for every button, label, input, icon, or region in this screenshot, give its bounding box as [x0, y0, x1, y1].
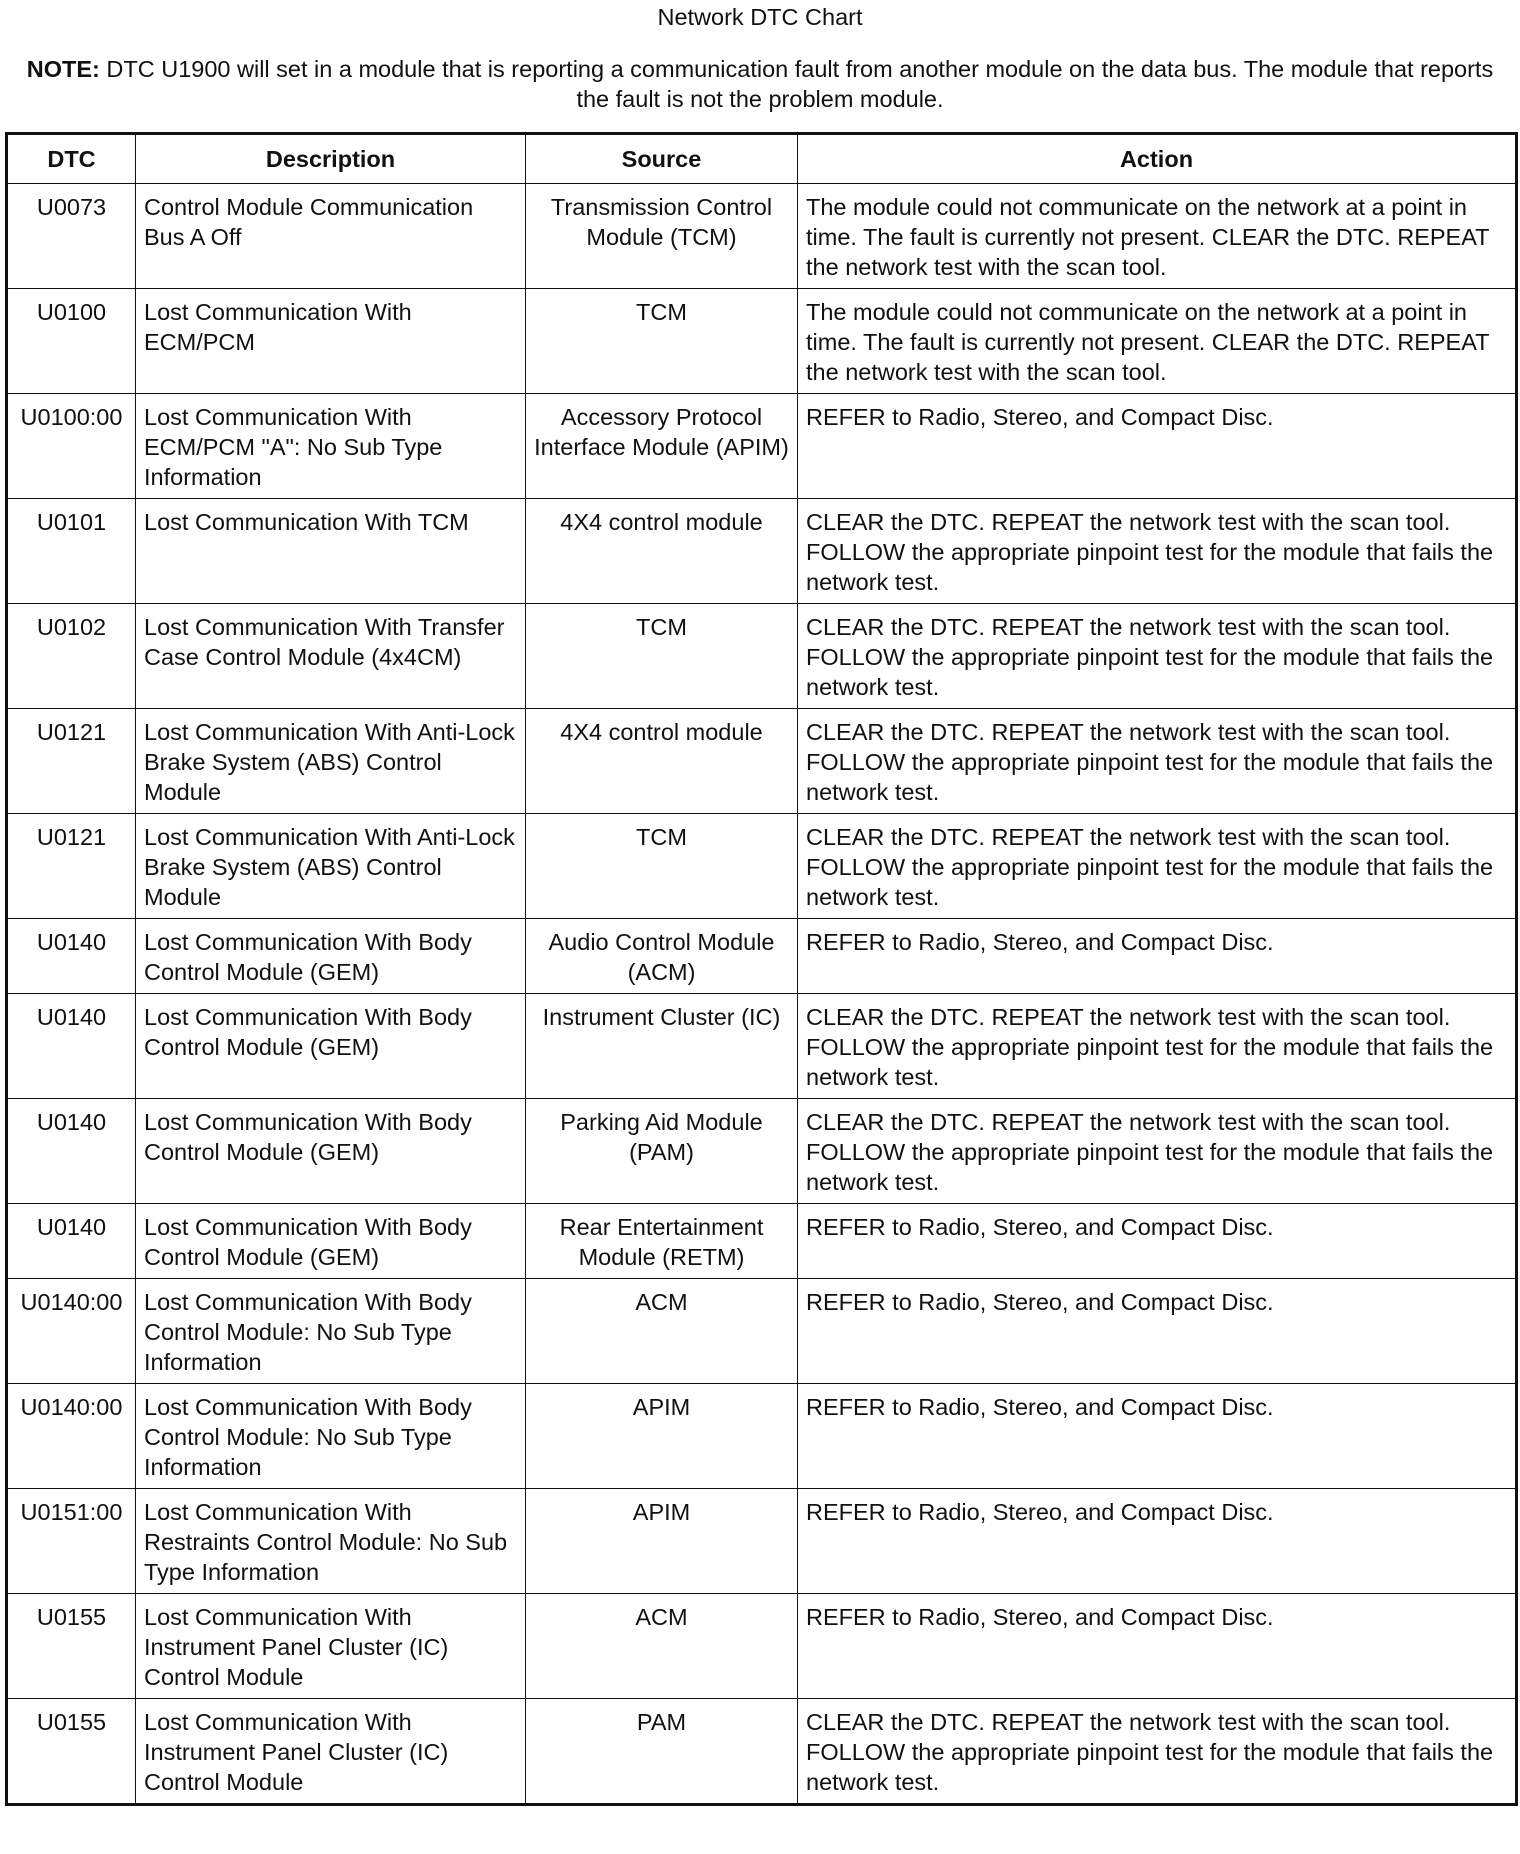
header-action: Action — [798, 134, 1517, 184]
dtc-source: ACM — [526, 1594, 798, 1699]
dtc-code: U0100 — [7, 289, 136, 394]
dtc-description: Lost Communication With Body Control Module (GEM) — [136, 919, 526, 994]
dtc-description: Control Module Communication Bus A Off — [136, 184, 526, 289]
note-label: NOTE: — [26, 56, 100, 82]
dtc-code: U0140 — [7, 1204, 136, 1279]
table-row — [7, 1099, 1517, 1204]
dtc-source: ACM — [526, 1279, 798, 1384]
page-title: Network DTC Chart — [657, 4, 863, 30]
table-row — [7, 604, 1517, 709]
dtc-code: U0151:00 — [7, 1489, 136, 1594]
table-row — [7, 289, 1517, 394]
dtc-action: CLEAR the DTC. REPEAT the network test with the scan tool. FOLLOW the appropriate pinpoint test for the module that fails the network test. — [798, 1099, 1517, 1204]
note-paragraph — [12, 54, 1508, 114]
dtc-action: REFER to Radio, Stereo, and Compact Disc. — [798, 394, 1517, 499]
dtc-source: TCM — [526, 814, 798, 919]
dtc-code: U0073 — [7, 184, 136, 289]
dtc-code: U0155 — [7, 1594, 136, 1699]
table-row — [7, 394, 1517, 499]
dtc-source: TCM — [526, 604, 798, 709]
dtc-action: CLEAR the DTC. REPEAT the network test with the scan tool. FOLLOW the appropriate pinpoint test for the module that fails the network test. — [798, 709, 1517, 814]
dtc-action: REFER to Radio, Stereo, and Compact Disc. — [798, 919, 1517, 994]
table-row — [7, 1594, 1517, 1699]
dtc-table — [5, 132, 1518, 1806]
dtc-action: REFER to Radio, Stereo, and Compact Disc. — [798, 1489, 1517, 1594]
dtc-code: U0140 — [7, 994, 136, 1099]
dtc-description: Lost Communication With Restraints Control Module: No Sub Type Information — [136, 1489, 526, 1594]
dtc-action: CLEAR the DTC. REPEAT the network test with the scan tool. FOLLOW the appropriate pinpoint test for the module that fails the network test. — [798, 499, 1517, 604]
dtc-code: U0121 — [7, 709, 136, 814]
table-row — [7, 1699, 1517, 1805]
dtc-code: U0140:00 — [7, 1279, 136, 1384]
dtc-source: TCM — [526, 289, 798, 394]
table-row — [7, 499, 1517, 604]
dtc-description: Lost Communication With ECM/PCM — [136, 289, 526, 394]
header-description: Description — [136, 134, 526, 184]
dtc-code: U0101 — [7, 499, 136, 604]
table-row — [7, 1204, 1517, 1279]
dtc-source: Parking Aid Module (PAM) — [526, 1099, 798, 1204]
dtc-code: U0100:00 — [7, 394, 136, 499]
dtc-action: CLEAR the DTC. REPEAT the network test with the scan tool. FOLLOW the appropriate pinpoint test for the module that fails the network test. — [798, 604, 1517, 709]
dtc-action: REFER to Radio, Stereo, and Compact Disc. — [798, 1594, 1517, 1699]
dtc-source: Instrument Cluster (IC) — [526, 994, 798, 1099]
dtc-description: Lost Communication With ECM/PCM "A": No Sub Type Information — [136, 394, 526, 499]
dtc-source: APIM — [526, 1489, 798, 1594]
dtc-action: The module could not communicate on the network at a point in time. The fault is currently not present. CLEAR the DTC. REPEAT the network test with the scan tool. — [798, 184, 1517, 289]
dtc-code: U0140 — [7, 1099, 136, 1204]
dtc-code: U0102 — [7, 604, 136, 709]
dtc-description: Lost Communication With Body Control Module: No Sub Type Information — [136, 1279, 526, 1384]
table-row — [7, 919, 1517, 994]
table-row — [7, 1384, 1517, 1489]
table-body — [7, 184, 1517, 1805]
dtc-code: U0155 — [7, 1699, 136, 1805]
table-row — [7, 709, 1517, 814]
dtc-description: Lost Communication With Transfer Case Control Module (4x4CM) — [136, 604, 526, 709]
dtc-description: Lost Communication With Body Control Module (GEM) — [136, 994, 526, 1099]
table-row — [7, 814, 1517, 919]
dtc-description: Lost Communication With Body Control Module (GEM) — [136, 1204, 526, 1279]
table-header-row — [7, 134, 1517, 184]
dtc-code: U0121 — [7, 814, 136, 919]
dtc-description: Lost Communication With Anti-Lock Brake System (ABS) Control Module — [136, 709, 526, 814]
dtc-code: U0140 — [7, 919, 136, 994]
dtc-action: CLEAR the DTC. REPEAT the network test with the scan tool. FOLLOW the appropriate pinpoint test for the module that fails the network test. — [798, 1699, 1517, 1805]
dtc-description: Lost Communication With TCM — [136, 499, 526, 604]
dtc-description: Lost Communication With Anti-Lock Brake System (ABS) Control Module — [136, 814, 526, 919]
table-row — [7, 184, 1517, 289]
dtc-description: Lost Communication With Instrument Panel Cluster (IC) Control Module — [136, 1699, 526, 1805]
dtc-action: The module could not communicate on the network at a point in time. The fault is currently not present. CLEAR the DTC. REPEAT the network test with the scan tool. — [798, 289, 1517, 394]
dtc-source: Audio Control Module (ACM) — [526, 919, 798, 994]
dtc-description: Lost Communication With Instrument Panel Cluster (IC) Control Module — [136, 1594, 526, 1699]
dtc-description: Lost Communication With Body Control Module (GEM) — [136, 1099, 526, 1204]
dtc-source: Accessory Protocol Interface Module (APIM) — [526, 394, 798, 499]
header-source: Source — [526, 134, 798, 184]
dtc-source: PAM — [526, 1699, 798, 1805]
dtc-source: APIM — [526, 1384, 798, 1489]
dtc-action: CLEAR the DTC. REPEAT the network test with the scan tool. FOLLOW the appropriate pinpoint test for the module that fails the network test. — [798, 994, 1517, 1099]
dtc-action: REFER to Radio, Stereo, and Compact Disc. — [798, 1204, 1517, 1279]
note-text: DTC U1900 will set in a module that is reporting a communication fault from another module on the data bus. The module that reports the fault is not the problem module. — [106, 56, 1494, 112]
dtc-source: Transmission Control Module (TCM) — [526, 184, 798, 289]
table-row — [7, 1489, 1517, 1594]
dtc-code: U0140:00 — [7, 1384, 136, 1489]
dtc-action: CLEAR the DTC. REPEAT the network test with the scan tool. FOLLOW the appropriate pinpoint test for the module that fails the network test. — [798, 814, 1517, 919]
dtc-source: 4X4 control module — [526, 499, 798, 604]
dtc-action: REFER to Radio, Stereo, and Compact Disc. — [798, 1279, 1517, 1384]
dtc-description: Lost Communication With Body Control Module: No Sub Type Information — [136, 1384, 526, 1489]
table-row — [7, 994, 1517, 1099]
dtc-action: REFER to Radio, Stereo, and Compact Disc. — [798, 1384, 1517, 1489]
dtc-source: Rear Entertainment Module (RETM) — [526, 1204, 798, 1279]
header-dtc: DTC — [7, 134, 136, 184]
table-row — [7, 1279, 1517, 1384]
dtc-source: 4X4 control module — [526, 709, 798, 814]
